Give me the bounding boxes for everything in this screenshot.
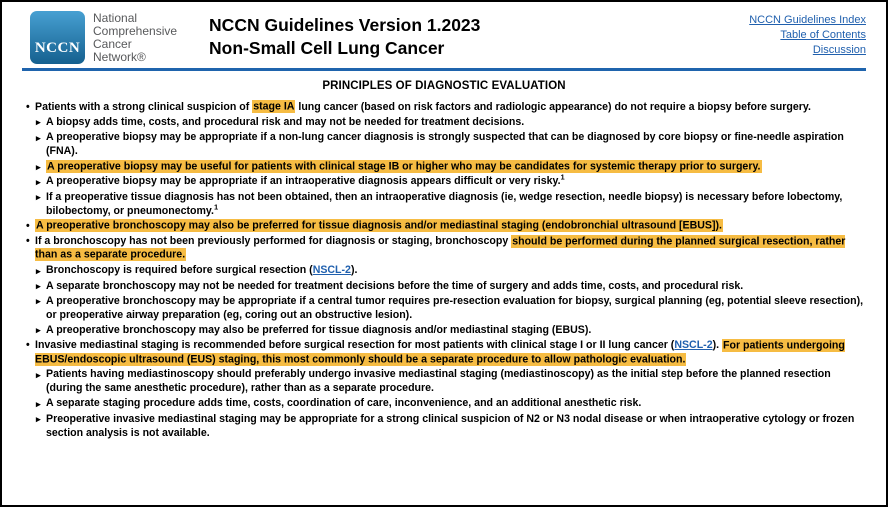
nccn-logo	[30, 11, 85, 64]
sub-bullet-item	[36, 160, 868, 174]
text-segment: ).	[350, 264, 358, 277]
sub-bullet-item	[36, 264, 868, 278]
text-segment: If a preoperative tissue diagnosis has not been obtained, then an intraoperative diagnosis (ie, wedge resection, needle biopsy) is necessary before lobectomy, bilobectomy, or pneumonectomy.	[46, 190, 843, 217]
sub-bullet-marker: ▸	[36, 281, 41, 292]
text-segment: ).	[712, 339, 723, 352]
discussion-link[interactable]: Discussion	[812, 44, 866, 56]
sub-bullet-marker: ▸	[36, 398, 41, 409]
footnote-reference: 1	[560, 172, 565, 182]
guidelines-version-title: NCCN Guidelines Version 1.2023	[209, 15, 481, 35]
page-header	[2, 2, 886, 64]
org-name-line: Comprehensive	[93, 24, 178, 38]
sub-bullet-item	[36, 280, 868, 294]
highlighted-text: A preoperative bronchoscopy may also be preferred for tissue diagnosis and/or mediastinal staging (endobronchial ultrasound [EBUS]).	[36, 219, 722, 232]
page-title: PRINCIPLES OF DIAGNOSTIC EVALUATION	[322, 80, 566, 92]
organization-name	[93, 11, 177, 64]
text-segment: A preoperative biopsy may be appropriate if a non-lung cancer diagnosis is strongly suspected that can be diagnosed by core biopsy or fine-needle aspiration (FNA).	[46, 131, 844, 157]
sub-bullet-marker: ▸	[36, 414, 41, 425]
guidelines-index-link[interactable]: NCCN Guidelines Index	[749, 14, 866, 26]
org-name-line: Network®	[93, 50, 146, 64]
text-segment: A biopsy adds time, costs, and procedural risk and may not be needed for treatment decisions.	[46, 115, 525, 128]
text-segment: A separate staging procedure adds time, costs, coordination of care, inconvenience, and an additional anesthetic risk.	[46, 397, 642, 410]
footnote-reference: 1	[213, 202, 219, 212]
sub-bullet-marker: ▸	[36, 192, 41, 203]
bullet-item	[26, 235, 868, 263]
sub-bullet-item	[36, 368, 868, 396]
bullet-list	[2, 92, 886, 440]
bullet-marker: •	[26, 219, 30, 232]
sub-bullet-marker: ▸	[36, 296, 41, 307]
highlighted-text: A preoperative biopsy may be useful for patients with clinical stage IB or higher who may be candidates for systemic therapy prior to surgery.	[47, 160, 761, 173]
org-name-line: National	[93, 11, 138, 25]
header-divider	[22, 68, 866, 71]
text-segment: Invasive mediastinal staging is recommended before surgical resection for most patients with clinical stage I or II lung cancer (	[35, 339, 675, 352]
sub-bullet-item	[36, 131, 868, 159]
bullet-item	[26, 220, 868, 234]
bullet-item	[26, 339, 868, 367]
bullet-marker: •	[26, 100, 30, 113]
text-segment: A separate bronchoscopy may not be needed for treatment decisions before the time of surgery and adds time, costs, and procedural risk.	[46, 279, 744, 292]
org-name-line: Cancer	[93, 37, 132, 51]
text-segment: Preoperative invasive mediastinal staging may be appropriate for a strong clinical suspicion of N2 or N3 nodal disease or when intraoperative cytology or frozen section analysis is not available.	[46, 412, 855, 439]
text-segment: A preoperative bronchoscopy may also be preferred for tissue diagnosis and/or mediastinal staging (EBUS).	[46, 323, 592, 336]
sub-bullet-item	[36, 172, 868, 189]
sub-bullet-item	[36, 191, 868, 219]
document-title	[209, 11, 480, 60]
sub-bullet-marker: ▸	[36, 176, 41, 187]
text-segment: A preoperative biopsy may be appropriate if an intraoperative diagnosis appears difficult or very risky.	[46, 175, 561, 188]
table-of-contents-link[interactable]: Table of Contents	[780, 29, 866, 41]
sub-bullet-item	[36, 413, 868, 441]
sub-bullet-item	[36, 397, 868, 411]
text-segment: If a bronchoscopy has not been previously performed for diagnosis or staging, bronchoscopy	[35, 235, 512, 248]
nscl-2-link[interactable]: NSCL-2	[312, 264, 351, 277]
cancer-type-title: Non-Small Cell Lung Cancer	[209, 38, 445, 58]
highlighted-text: stage IA	[253, 100, 295, 113]
highlighted-text: For patients undergoing EBUS/endoscopic ultrasound (EUS) staging, this most commonly should be a separate procedure to allow pathologic evaluation.	[35, 339, 845, 366]
sub-bullet-marker: ▸	[36, 117, 41, 128]
nscl-2-link[interactable]: NSCL-2	[674, 339, 713, 352]
text-segment: Patients having mediastinoscopy should preferably undergo invasive mediastinal staging (mediastinoscopy) as the initial step before the planned resection (during the same anesthetic procedure), rather than as a separate procedure.	[46, 368, 831, 395]
sub-bullet-marker: ▸	[36, 161, 41, 172]
bullet-item	[26, 101, 868, 115]
text-segment: A preoperative bronchoscopy may be appropriate if a central tumor requires pre-resection evaluation for biopsy, surgical planning (eg, potential sleeve resection), or preoperative airway preparation (eg, coring out an obstructive lesion).	[46, 294, 864, 321]
sub-bullet-marker: ▸	[36, 132, 41, 143]
sub-bullet-marker: ▸	[36, 325, 41, 336]
highlighted-text: should be performed during the planned surgical resection, rather than as a separate procedure.	[35, 235, 846, 261]
sub-bullet-item	[36, 116, 868, 130]
text-segment: lung cancer (based on risk factors and radiologic appearance) do not require a biopsy before surgery.	[295, 100, 811, 113]
bullet-marker: •	[26, 235, 30, 248]
bullet-marker: •	[26, 339, 30, 352]
text-segment: Bronchoscopy is required before surgical resection (	[46, 264, 313, 277]
text-segment: Patients with a strong clinical suspicion of	[35, 100, 253, 113]
nccn-logo-text: NCCN	[34, 40, 81, 56]
sub-bullet-marker: ▸	[36, 369, 41, 380]
sub-bullet-item	[36, 324, 868, 338]
sub-bullet-item	[36, 295, 868, 323]
header-navigation	[749, 11, 866, 58]
sub-bullet-marker: ▸	[36, 265, 41, 276]
